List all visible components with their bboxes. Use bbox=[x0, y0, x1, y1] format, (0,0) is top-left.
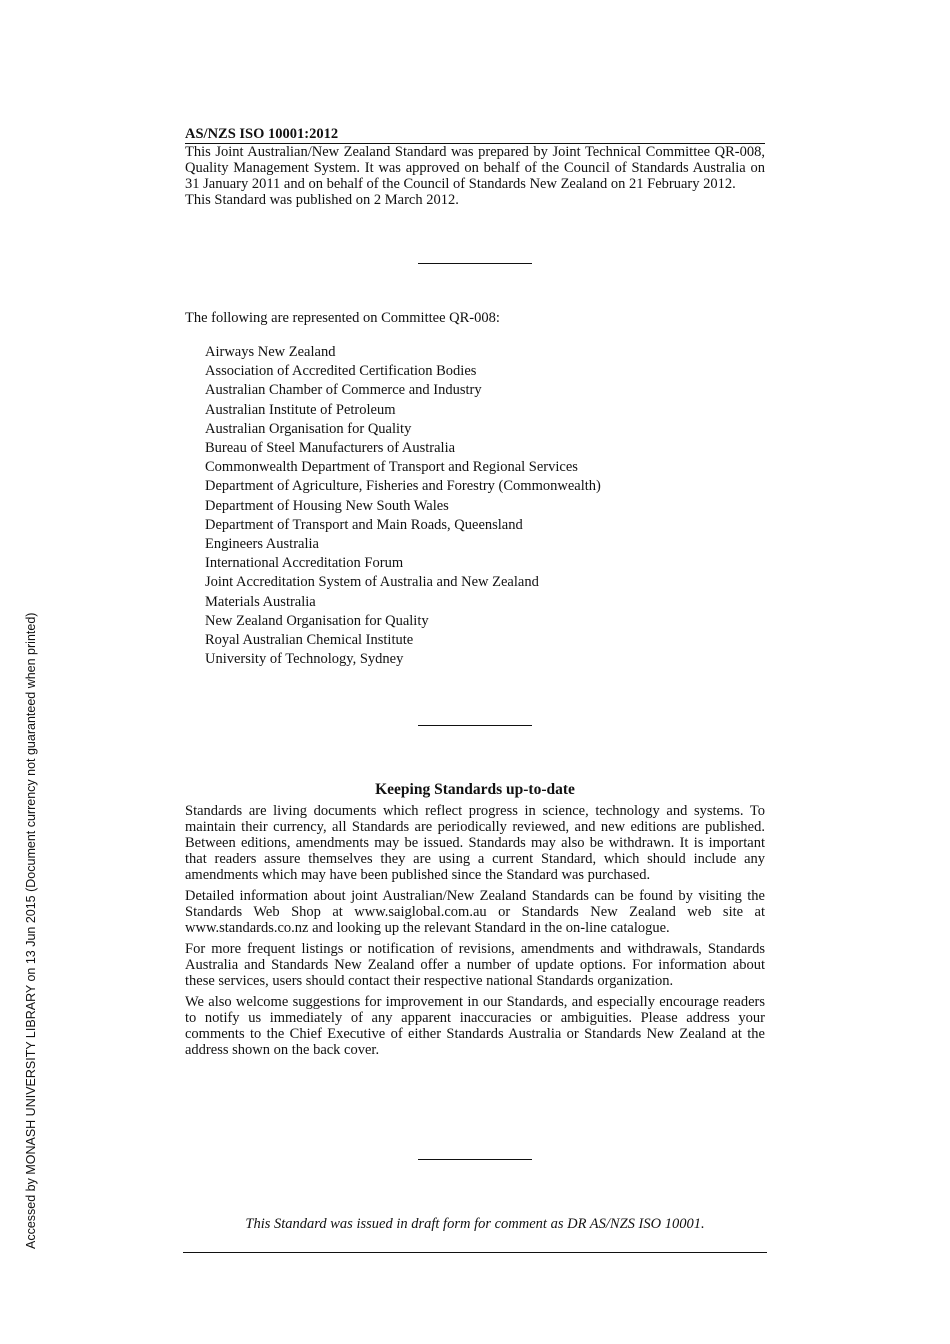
list-item: New Zealand Organisation for Quality bbox=[205, 612, 429, 629]
draft-note: This Standard was issued in draft form for comment as DR AS/NZS ISO 10001. bbox=[245, 1216, 705, 1232]
body-paragraph: We also welcome suggestions for improvement in our Standards, and especially encourage readers to notify us immediately of any apparent inaccuracies or ambiguities. Please address your comments to the Chief Executive of either Standards Australia or Standards New Zealand at the address shown on the back cover. bbox=[185, 994, 765, 1058]
list-item: Department of Agriculture, Fisheries and Forestry (Commonwealth) bbox=[205, 478, 601, 495]
committee-member-list bbox=[205, 343, 601, 669]
list-item: Department of Housing New South Wales bbox=[205, 497, 449, 514]
list-item: Materials Australia bbox=[205, 593, 316, 610]
list-item: Department of Transport and Main Roads, Queensland bbox=[205, 516, 523, 533]
footer-rule bbox=[183, 1252, 767, 1253]
list-item: Australian Chamber of Commerce and Industry bbox=[205, 382, 482, 399]
list-item: University of Technology, Sydney bbox=[205, 651, 404, 668]
list-item: Joint Accreditation System of Australia and New Zealand bbox=[205, 574, 539, 591]
body-paragraph: Standards are living documents which reflect progress in science, technology and systems. To maintain their currency, all Standards are periodically reviewed, and new editions are published. Between editions, amendments may be issued. Standards may also be withdrawn. It is important that readers assure themselves they are using a current Standard, which should include any amendments which may have been published since the Standard was purchased. bbox=[185, 803, 765, 883]
list-item: Australian Institute of Petroleum bbox=[205, 401, 396, 418]
section-divider bbox=[418, 263, 532, 264]
list-item: Royal Australian Chemical Institute bbox=[205, 632, 414, 649]
list-item: Bureau of Steel Manufacturers of Australia bbox=[205, 440, 456, 457]
section-divider bbox=[418, 725, 532, 726]
keeping-up-to-date-body bbox=[185, 803, 765, 1063]
committee-intro: The following are represented on Committee QR-008: bbox=[185, 310, 500, 326]
list-item: Engineers Australia bbox=[205, 536, 319, 553]
list-item: International Accreditation Forum bbox=[205, 555, 404, 572]
section-divider bbox=[418, 1159, 532, 1160]
publication-date: This Standard was published on 2 March 2012. bbox=[185, 192, 459, 208]
list-item: Commonwealth Department of Transport and Regional Services bbox=[205, 459, 578, 476]
body-paragraph: Detailed information about joint Australian/New Zealand Standards can be found by visiting the Standards Web Shop at www.saiglobal.com.au or Standards New Zealand web site at www.standards.co.nz and looking up the relevant Standard in the on-line catalogue. bbox=[185, 888, 765, 936]
preparation-paragraph: This Joint Australian/New Zealand Standard was prepared by Joint Technical Committee QR-008, Quality Management System. It was approved on behalf of the Council of Standards Australia on 31 January 2011 and on behalf of the Council of Standards New Zealand on 21 February 2012. bbox=[185, 144, 765, 192]
standard-identifier: AS/NZS ISO 10001:2012 bbox=[185, 126, 765, 144]
keeping-up-to-date-heading: Keeping Standards up-to-date bbox=[375, 781, 575, 798]
list-item: Australian Organisation for Quality bbox=[205, 420, 412, 437]
list-item: Association of Accredited Certification Bodies bbox=[205, 363, 477, 380]
preparation-statement bbox=[185, 144, 765, 208]
body-paragraph: For more frequent listings or notification of revisions, amendments and withdrawals, Standards Australia and Standards New Zealand offer a number of update options. For information about these services, users should contact their respective national Standards organization. bbox=[185, 941, 765, 989]
list-item: Airways New Zealand bbox=[205, 344, 336, 360]
access-watermark: Accessed by MONASH UNIVERSITY LIBRARY on 13 Jun 2015 (Document currency not guaranteed when printed) bbox=[24, 612, 38, 1249]
